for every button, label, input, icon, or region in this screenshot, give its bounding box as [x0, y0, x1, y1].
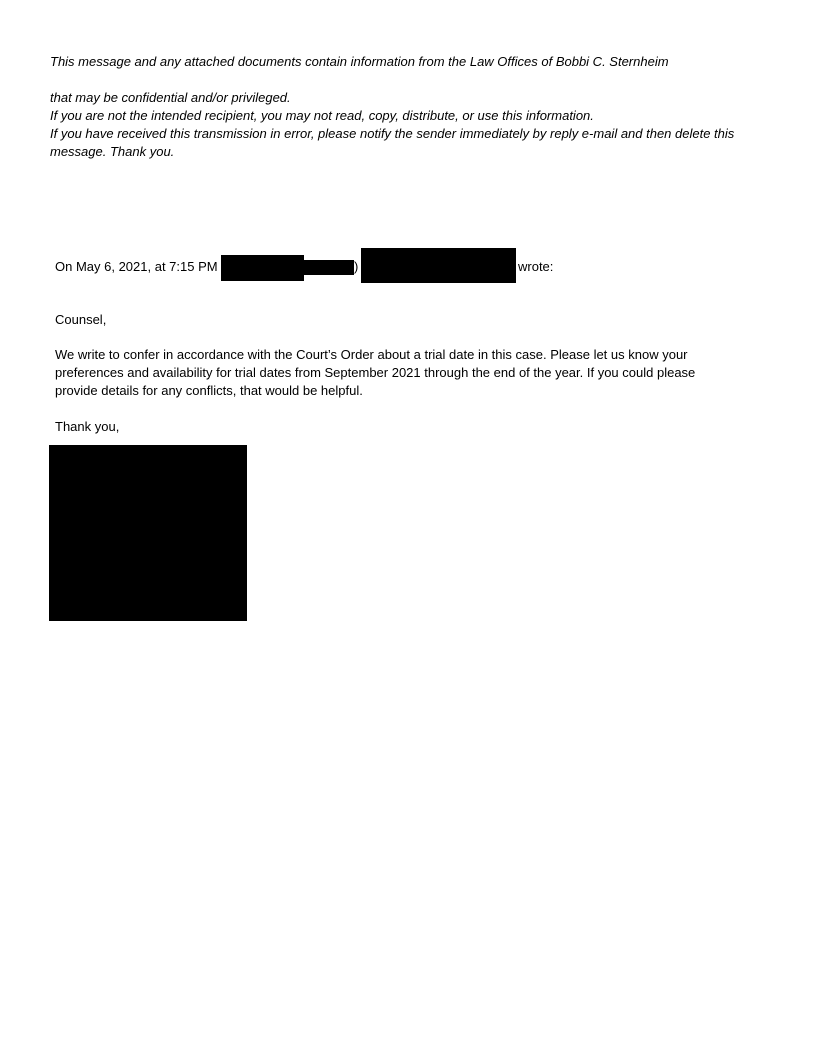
attribution-wrote: wrote:: [518, 259, 554, 274]
attribution-paren: ): [354, 259, 359, 274]
reply-attribution: On May 6, 2021, at 7:15 PM: [55, 259, 218, 274]
disclaimer-line-4: If you have received this transmission in error, please notify the sender immediately by reply e-mail and then delete this message. Thank you.: [50, 126, 735, 159]
email-greeting: Counsel,: [55, 312, 107, 327]
disclaimer-line-3: If you are not the intended recipient, you may not read, copy, distribute, or use this information.: [50, 108, 594, 123]
disclaimer-line-2: that may be confidential and/or privileged.: [50, 90, 291, 105]
confidentiality-disclaimer: [50, 53, 770, 161]
disclaimer-line-1: This message and any attached documents contain information from the Law Offices of Bobbi C. Sternheim: [50, 54, 669, 69]
redaction-sender-email: [304, 260, 354, 275]
redaction-recipient: [361, 248, 516, 283]
email-closing: Thank you,: [55, 419, 120, 434]
redaction-sender-name: [221, 255, 304, 281]
email-body: We write to confer in accordance with the Court’s Order about a trial date in this case. Please let us know your preferences and availability for trial dates from September 2021 through the end of the year. If you could please provide details for any conflicts, that would be helpful.: [55, 347, 696, 398]
redaction-signature-block: [49, 445, 247, 621]
